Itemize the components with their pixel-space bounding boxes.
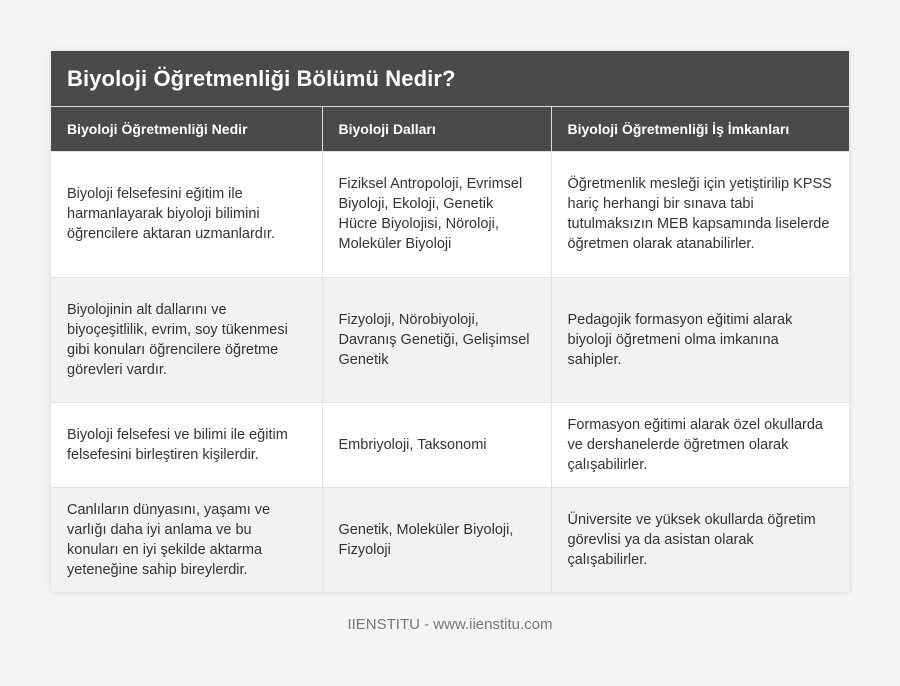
table-cell: Genetik, Moleküler Biyoloji, Fizyoloji bbox=[322, 487, 551, 592]
table-cell: Üniversite ve yüksek okullarda öğretim görevlisi ya da asistan olarak çalışabilirler. bbox=[551, 487, 849, 592]
table-cell: Öğretmenlik mesleği için yetiştirilip KPSS hariç herhangi bir sınava tabi tutulmaksızın MEB kapsamında liselerde öğretmen olarak atanabilirler. bbox=[551, 151, 849, 277]
table-cell: Biyoloji felsefesi ve bilimi ile eğitim felsefesini birleştiren kişilerdir. bbox=[51, 402, 322, 487]
table-row bbox=[51, 277, 849, 402]
table-row bbox=[51, 151, 849, 277]
footer-credit: IIENSTITU - www.iienstitu.com bbox=[347, 616, 553, 633]
table-cell: Embriyoloji, Taksonomi bbox=[322, 402, 551, 487]
table-header-row bbox=[51, 107, 849, 151]
table-cell: Biyolojinin alt dallarını ve biyoçeşitlilik, evrim, soy tükenmesi gibi konuları öğrencilere öğretme görevleri vardır. bbox=[51, 277, 322, 402]
page-title: Biyoloji Öğretmenliği Bölümü Nedir? bbox=[67, 65, 456, 91]
info-table-card bbox=[51, 51, 849, 592]
table-cell: Formasyon eğitimi alarak özel okullarda ve dershanelerde öğretmen olarak çalışabilirler. bbox=[551, 402, 849, 487]
column-header-branches: Biyoloji Dalları bbox=[322, 107, 551, 151]
info-table bbox=[51, 107, 849, 592]
table-cell: Pedagojik formasyon eğitimi alarak biyoloji öğretmeni olma imkanına sahipler. bbox=[551, 277, 849, 402]
column-header-job-opportunities: Biyoloji Öğretmenliği İş İmkanları bbox=[551, 107, 849, 151]
table-cell: Biyoloji felsefesini eğitim ile harmanlayarak biyoloji bilimini öğrencilere aktaran uzmanlardır. bbox=[51, 151, 322, 277]
table-cell: Fiziksel Antropoloji, Evrimsel Biyoloji, Ekoloji, Genetik Hücre Biyolojisi, Nöroloji, Moleküler Biyoloji bbox=[322, 151, 551, 277]
table-row bbox=[51, 487, 849, 592]
title-bar bbox=[51, 51, 849, 107]
column-header-what-is: Biyoloji Öğretmenliği Nedir bbox=[51, 107, 322, 151]
table-cell: Fizyoloji, Nörobiyoloji, Davranış Genetiği, Gelişimsel Genetik bbox=[322, 277, 551, 402]
table-cell: Canlıların dünyasını, yaşamı ve varlığı daha iyi anlama ve bu konuları en iyi şekilde aktarma yeteneğine sahip bireylerdir. bbox=[51, 487, 322, 592]
table-row bbox=[51, 402, 849, 487]
